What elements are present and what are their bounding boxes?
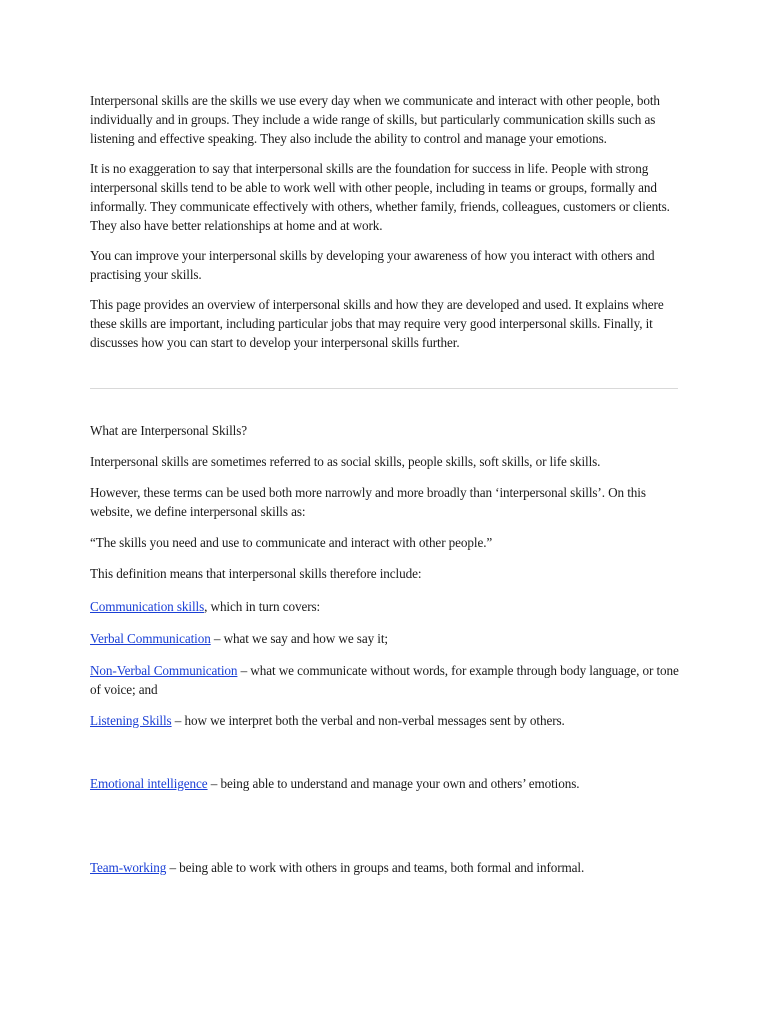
skill-item-nonverbal [90,661,680,699]
team-working-link[interactable]: Team-working [90,860,167,875]
intro-paragraph-4: This page provides an overview of interpersonal skills and how they are developed and used. It explains where these skills are important, including particular jobs that may require very good interpersonal skills. Finally, it discusses how you can start to develop your interpersonal skills further. [90,297,664,350]
skill-item-text: – how we interpret both the verbal and non-verbal messages sent by others. [171,713,565,728]
skill-item-text: – being able to understand and manage your own and others’ emotions. [207,776,580,791]
non-verbal-communication-link[interactable]: Non-Verbal Communication [90,663,238,678]
definition-paragraph-1: Interpersonal skills are sometimes referred to as social skills, people skills, soft skills, or life skills. [90,454,601,469]
skill-item-emotional [90,774,680,793]
skill-item-text: – being able to work with others in groups and teams, both formal and informal. [166,860,585,875]
skill-item-communication [90,597,680,616]
skill-item-team-working [90,858,680,877]
definition-quote: “The skills you need and use to communicate and interact with other people.” [90,535,493,550]
skill-item-text: , which in turn covers: [204,599,321,614]
communication-skills-link[interactable]: Communication skills [90,599,205,614]
intro-paragraph-1: Interpersonal skills are the skills we use every day when we communicate and interact with other people, both individually and in groups. They include a wide range of skills, but particularly communication skills such as listening and effective speaking. They also include the ability to control and manage your emotions. [90,93,660,146]
intro-paragraph-2: It is no exaggeration to say that interpersonal skills are the foundation for success in life. People with strong interpersonal skills tend to be able to work well with other people, including in teams or groups, formally and informally. They communicate effectively with others, whether family, friends, colleagues, customers or clients. They also have better relationships at home and at work. [90,161,670,233]
intro-paragraph-3: You can improve your interpersonal skills by developing your awareness of how you interact with others and practising your skills. [90,248,655,282]
intro-section [90,91,680,363]
skill-item-text: – what we communicate without words, for example through body language, or tone of voice; and [90,663,679,697]
skill-item-text: – what we say and how we say it; [210,631,388,646]
listening-skills-link[interactable]: Listening Skills [90,713,172,728]
emotional-intelligence-link[interactable]: Emotional intelligence [90,776,208,791]
verbal-communication-link[interactable]: Verbal Communication [90,631,211,646]
skill-item-listening [90,711,680,730]
section-divider [90,388,678,389]
definition-paragraph-3: This definition means that interpersonal skills therefore include: [90,566,422,581]
definition-section [90,421,680,595]
section-heading: What are Interpersonal Skills? [90,423,248,438]
skill-item-verbal [90,629,680,648]
definition-paragraph-2: However, these terms can be used both more narrowly and more broadly than ‘interpersonal skills’. On this website, we define interpersonal skills as: [90,485,646,519]
